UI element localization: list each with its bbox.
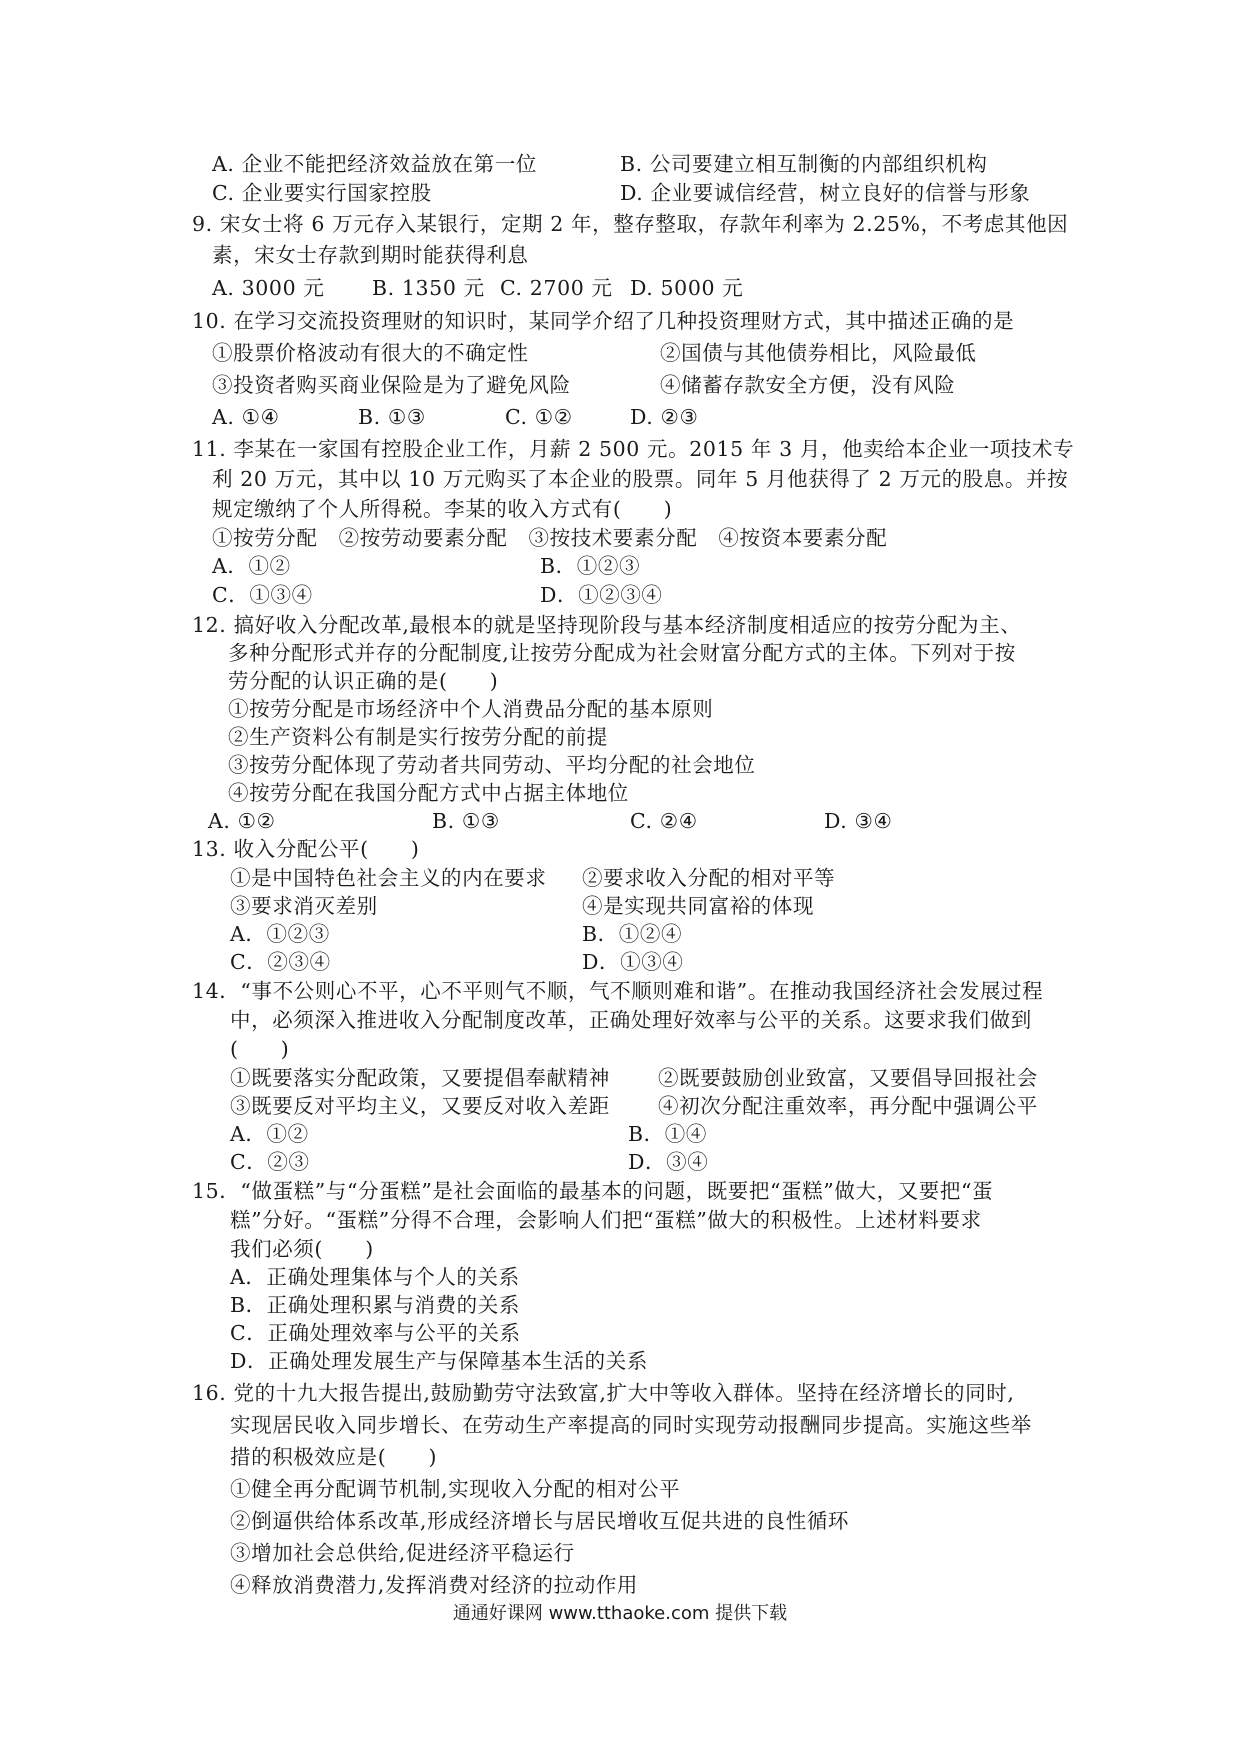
q14-option-d: D．③④ bbox=[628, 1150, 709, 1174]
q11-option-d: D．①②③④ bbox=[540, 583, 663, 607]
q13-item-3: ③要求消灭差别 bbox=[230, 894, 378, 918]
q15-option-c: C．正确处理效率与公平的关系 bbox=[230, 1321, 521, 1345]
q10-option-a: A. ①④ bbox=[212, 405, 280, 429]
q13-item-1: ①是中国特色社会主义的内在要求 bbox=[230, 866, 547, 890]
q11-option-a: A．①② bbox=[212, 554, 291, 578]
q14-item-4: ④初次分配注重效率，再分配中强调公平 bbox=[658, 1094, 1038, 1118]
q9-stem-line1: 9. 宋女士将 6 万元存入某银行，定期 2 年，整存整取，存款年利率为 2.25%，不考虑其他因 bbox=[192, 212, 1069, 236]
q12-stem-line1: 12. 搞好收入分配改革,最根本的就是坚持现阶段与基本经济制度相适应的按劳分配为主、 bbox=[192, 613, 1022, 637]
q15-stem-line2: 糕”分好。“蛋糕”分得不合理，会影响人们把“蛋糕”做大的积极性。上述材料要求 bbox=[230, 1208, 982, 1232]
q14-option-a: A．①② bbox=[230, 1122, 309, 1146]
q14-option-c: C．②③ bbox=[230, 1150, 310, 1174]
q11-items: ①按劳分配 ②按劳动要素分配 ③按技术要素分配 ④按资本要素分配 bbox=[212, 526, 888, 550]
q13-item-4: ④是实现共同富裕的体现 bbox=[582, 894, 815, 918]
q14-stem-line3: ( ) bbox=[230, 1037, 290, 1061]
q10-option-d: D. ②③ bbox=[630, 405, 699, 429]
q12-option-b: B. ①③ bbox=[432, 809, 500, 833]
q16-stem-line2: 实现居民收入同步增长、在劳动生产率提高的同时实现劳动报酬同步提高。实施这些举 bbox=[230, 1413, 1032, 1437]
q12-item-1: ①按劳分配是市场经济中个人消费品分配的基本原则 bbox=[228, 697, 714, 721]
q9-option-d: D. 5000 元 bbox=[630, 276, 744, 300]
q11-stem-line2: 利 20 万元，其中以 10 万元购买了本企业的股票。同年 5 月他获得了 2 万元的股息。并按 bbox=[212, 467, 1069, 491]
q11-option-c: C．①③④ bbox=[212, 583, 313, 607]
q12-item-4: ④按劳分配在我国分配方式中占据主体地位 bbox=[228, 781, 629, 805]
q9-option-a: A. 3000 元 bbox=[212, 276, 325, 300]
q12-option-a: A. ①② bbox=[208, 809, 276, 833]
q10-option-b: B. ①③ bbox=[358, 405, 426, 429]
q15-stem-line1: 15．“做蛋糕”与“分蛋糕”是社会面临的最基本的问题，既要把“蛋糕”做大，又要把“蛋 bbox=[192, 1179, 994, 1203]
q11-stem-line1: 11. 李某在一家国有控股企业工作，月薪 2 500 元。2015 年 3 月，他卖给本企业一项技术专 bbox=[192, 437, 1075, 461]
q10-option-c: C. ①② bbox=[505, 405, 573, 429]
q15-option-a: A．正确处理集体与个人的关系 bbox=[230, 1265, 520, 1289]
q11-stem-line3: 规定缴纳了个人所得税。李某的收入方式有( ) bbox=[212, 497, 673, 521]
q13-option-d: D．①③④ bbox=[582, 950, 684, 974]
q16-stem-line3: 措的积极效应是( ) bbox=[230, 1445, 438, 1469]
q8-option-d: D. 企业要诚信经营，树立良好的信誉与形象 bbox=[620, 181, 1031, 205]
q13-option-c: C．②③④ bbox=[230, 950, 331, 974]
q16-item-2: ②倒逼供给体系改革,形成经济增长与居民增收互促共进的良性循环 bbox=[230, 1509, 850, 1533]
q10-item-3: ③投资者购买商业保险是为了避免风险 bbox=[212, 373, 571, 397]
q10-stem: 10. 在学习交流投资理财的知识时，某同学介绍了几种投资理财方式，其中描述正确的是 bbox=[192, 309, 1015, 333]
q13-item-2: ②要求收入分配的相对平等 bbox=[582, 866, 836, 890]
q14-option-b: B．①④ bbox=[628, 1122, 707, 1146]
q8-option-c: C. 企业要实行国家控股 bbox=[212, 181, 432, 205]
q12-stem-line3: 劳分配的认识正确的是( ) bbox=[228, 669, 499, 693]
q10-item-4: ④储蓄存款安全方便，没有风险 bbox=[660, 373, 956, 397]
q13-option-a: A．①②③ bbox=[230, 922, 330, 946]
q9-stem-line2: 素，宋女士存款到期时能获得利息 bbox=[212, 243, 529, 267]
q14-item-1: ①既要落实分配政策，又要提倡奉献精神 bbox=[230, 1066, 610, 1090]
q8-option-a: A. 企业不能把经济效益放在第一位 bbox=[212, 152, 538, 176]
q14-item-2: ②既要鼓励创业致富，又要倡导回报社会 bbox=[658, 1066, 1038, 1090]
q13-stem: 13. 收入分配公平( ) bbox=[192, 837, 420, 861]
q12-item-2: ②生产资料公有制是实行按劳分配的前提 bbox=[228, 725, 608, 749]
q15-option-d: D．正确处理发展生产与保障基本生活的关系 bbox=[230, 1349, 648, 1373]
q16-item-3: ③增加社会总供给,促进经济平稳运行 bbox=[230, 1541, 575, 1565]
q12-option-c: C. ②④ bbox=[630, 809, 698, 833]
q12-option-d: D. ③④ bbox=[824, 809, 893, 833]
q12-item-3: ③按劳分配体现了劳动者共同劳动、平均分配的社会地位 bbox=[228, 753, 756, 777]
q10-item-1: ①股票价格波动有很大的不确定性 bbox=[212, 341, 529, 365]
q8-option-b: B. 公司要建立相互制衡的内部组织机构 bbox=[620, 152, 988, 176]
q12-stem-line2: 多种分配形式并存的分配制度,让按劳分配成为社会财富分配方式的主体。下列对于按 bbox=[228, 641, 1016, 665]
page-footer: 通通好课网 www.tthaoke.com 提供下载 bbox=[452, 1603, 788, 1624]
q16-item-4: ④释放消费潜力,发挥消费对经济的拉动作用 bbox=[230, 1573, 639, 1597]
q14-stem-line2: 中，必须深入推进收入分配制度改革，正确处理好效率与公平的关系。这要求我们做到 bbox=[230, 1008, 1032, 1032]
q14-stem-line1: 14．“事不公则心不平，心不平则气不顺，气不顺则难和谐”。在推动我国经济社会发展过程 bbox=[192, 979, 1044, 1003]
q13-option-b: B．①②④ bbox=[582, 922, 683, 946]
q11-option-b: B．①②③ bbox=[540, 554, 641, 578]
q16-stem-line1: 16. 党的十九大报告提出,鼓励勤劳守法致富,扩大中等收入群体。坚持在经济增长的同时, bbox=[192, 1381, 1015, 1405]
q16-item-1: ①健全再分配调节机制,实现收入分配的相对公平 bbox=[230, 1477, 681, 1501]
q14-item-3: ③既要反对平均主义，又要反对收入差距 bbox=[230, 1094, 610, 1118]
q9-option-c: C. 2700 元 bbox=[500, 276, 613, 300]
q15-option-b: B．正确处理积累与消费的关系 bbox=[230, 1293, 520, 1317]
q10-item-2: ②国债与其他债券相比，风险最低 bbox=[660, 341, 977, 365]
q9-option-b: B. 1350 元 bbox=[372, 276, 485, 300]
q15-stem-line3: 我们必须( ) bbox=[230, 1237, 374, 1261]
